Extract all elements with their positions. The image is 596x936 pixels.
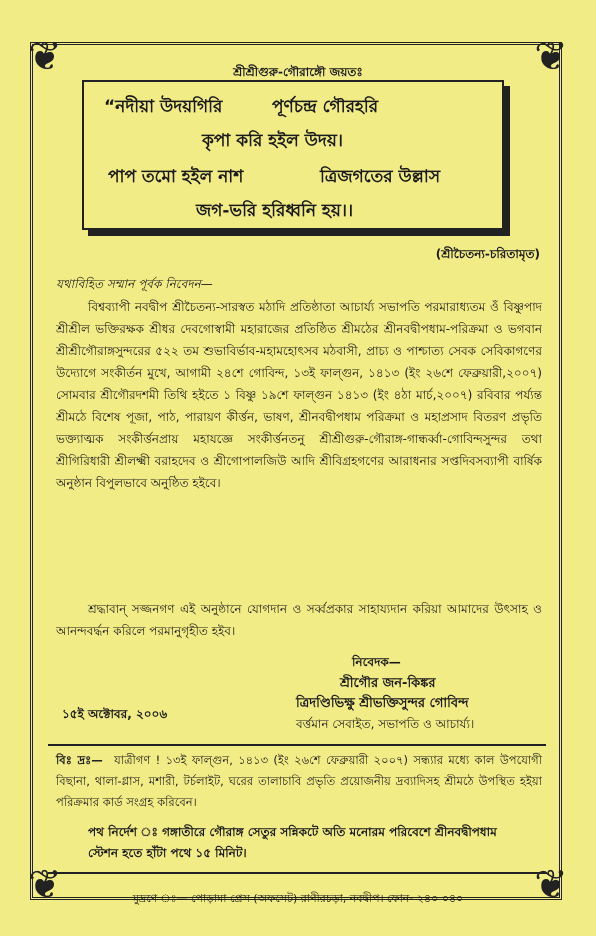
corner-ornament-icon: ❦ [534,862,568,908]
letter-paragraph: বিশ্বব্যাপী নবদ্বীপ শ্রীচৈতন্য-সারস্বত মঠাদি প্রতিষ্ঠাতা আচার্য্য সভাপতি পরমারাধ্যতম ওঁ বিষ্ণুপাদ শ্রীশ্রীল ভক্তিরক্ষক শ্রীধর দেবগোস্বামী মহারাজের প্রতিষ্ঠিত শ্রীমঠের শ্রীনবদ্বীপধাম-পরিক্রমা ও ভগবান শ্রীশ্রীগৌরাঙ্গসুন্দরের ৫২২ তম শুভাবির্ভাব-মহামহোৎসব মঠবাসী, প্রাচ্য ও পাশ্চাত্য সেবক সেবিকাগণের উদ্যোগে সংকীর্তন মুখে, আগামী ২৪শে গোবিন্দ, ১৩ই ফাল্গুন, ১৪১৩ (ইং ২৬শে ফেব্রুয়ারী,২০০৭) সোমবার শ্রীগৌরদশমী তিথি হইতে ১ বিষ্ণু ১৯শে ফাল্গুন ১৪১৩ (ইং ৪ঠা মার্চ,২০০৭) রবিবার পর্য্যন্ত শ্রীমঠে বিশেষ পূজা, পাঠ, পারায়ণ কীর্ত্তন, ভাষণ, শ্রীনবদ্বীপধাম পরিক্রমা ও মহাপ্রসাদ বিতরণ প্রভৃতি ভক্ত্যাত্মক সংকীর্ত্তনপ্রায় মহাযজ্ঞে সংকীর্ত্তনতনু শ্রীশ্রীগুরু-গৌরাঙ্গ-গান্ধর্ব্বা-গোবিন্দসুন্দর তথা শ্রীগিরিধারী শ্রীলক্ষ্মী বরাহদেব ও শ্রীগোপালজিউ আদি শ্রীবিগ্রহগণের আরাধনার সপ্তদিবসব্যাপী বার্ষিক অনুষ্ঠান বিপুলভাবে অনুষ্ঠিত হইবে। [56,300,542,490]
route-directions [88,822,528,864]
corner-ornament-icon: ❦ [28,34,62,80]
notice-box [48,744,546,874]
letter-paragraph: শ্রদ্ধাবান্ সজ্জনগণ এই অনুষ্ঠানে যোগদান ও সর্ব্বপ্রকার সাহায্যদান করিয়া আমাদের উৎসাহ ও আনন্দবর্দ্ধন করিলে পরমানুগৃহীত হইব। [56,602,542,638]
route-body: গঙ্গাতীরে গৌরাঙ্গ সেতুর সন্নিকটে অতি মনোরম পরিবেশে শ্রীনবদ্বীপধাম স্টেশন হতে হাঁটা পথে ১৫ মিনিট। [88,825,497,860]
verse-line: কৃপা করি হইল উদয়। [202,131,343,151]
letter-greeting: যথাবিহিত সম্মান পূর্বক নিবেদন— [56,277,213,291]
notice-body: যাত্রীগণ ! ১৩ই ফাল্গুন, ১৪১৩ (ইং ২৬শে ফেব্রুয়ারী ২০০৭) সন্ধ্যার মধ্যে কাল উপযোগী বিছানা, থালা-গ্লাস, মশারী, টর্চলাইট, ঘরের তালাচাবি প্রভৃতি প্রয়োজনীয় দ্রব্যাদিসহ শ্রীমঠে উপস্থিত হইয়া পরিক্রমার কার্ড সংগ্রহ করিবেন। [56,753,542,809]
invocation-heading: শ্রীশ্রীগুরু-গৌরাঙ্গৌ জয়তঃ [233,65,363,79]
notice-heading: বিঃ দ্রঃ— [56,753,103,767]
notice-text [56,750,542,813]
verse-line: “নদীয়া উদয়গিরি [104,97,223,117]
verse-box [82,80,504,230]
signer-role: বর্ত্তমান সেবাইত, সভাপতি ও আচার্য্য। [296,717,475,731]
verse-line: পাপ তমো হইল নাশ [108,167,244,187]
corner-ornament-icon: ❦ [534,34,568,80]
route-heading: পথ নির্দেশ ঃ [88,825,158,839]
signer-line: শ্রীগৌর জন-কিঙ্কর [340,676,436,691]
verse-line: জগ-ভরি হরিধ্বনি হয়।। [196,201,354,221]
verse-source: (শ্রীচৈতন্য-চরিতামৃত) [435,247,540,261]
corner-ornament-icon: ❦ [28,862,62,908]
signoff-label: নিবেদক— [352,655,401,669]
printer-credit: মুদ্রণে ঃ— পোড়ামা প্রেস (অফসেট) রাণীরচড়া, নবদ্বীপ। ফোন- ২৪০ ০৪০ [132,892,464,905]
signer-name: ত্রিদণ্ডিভিক্ষু শ্রীভক্তিসুন্দর গোবিন্দ [296,696,469,711]
verse-line: ত্রিজগতের উল্লাস [320,167,441,187]
letter-date: ১৫ই অক্টোবর, ২০০৬ [62,707,168,721]
verse-line: পূর্ণচন্দ্র গৌরহরি [272,97,379,117]
